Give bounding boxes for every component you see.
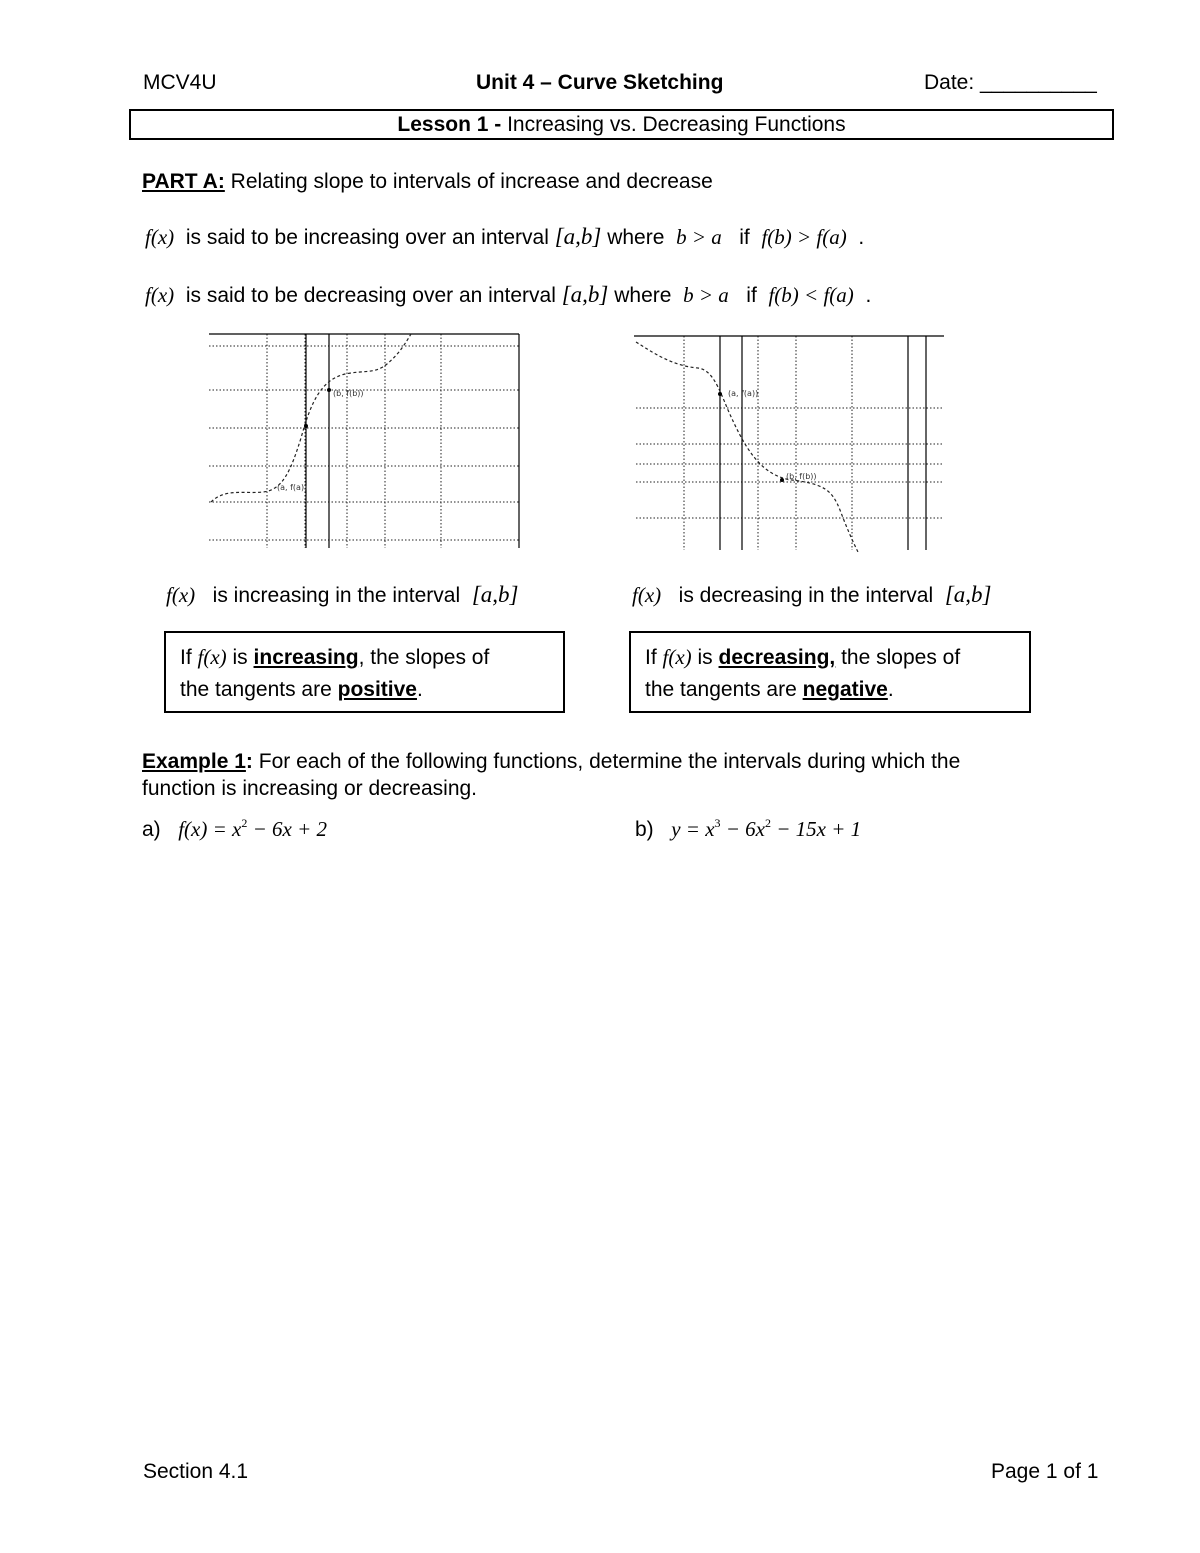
example-text: For each of the following functions, determine the intervals during which the: [252, 750, 961, 773]
period: .: [858, 226, 865, 249]
relation-math: f(b) > f(a): [761, 225, 847, 249]
exponent: 2: [765, 816, 772, 830]
example-text: function is increasing or decreasing.: [142, 777, 478, 800]
if-word: if: [739, 226, 750, 249]
graph-grid: [636, 336, 944, 550]
function-math: − 6x + 2: [247, 817, 328, 841]
decreasing-rule-box: [629, 631, 1031, 713]
point-a-label: (a, f(a)): [728, 389, 759, 398]
function-math: f(x) = x: [178, 817, 242, 841]
point-a-dot: [718, 392, 722, 396]
definition-text: is said to be increasing over an interval: [185, 226, 549, 249]
if-word: If: [645, 646, 657, 669]
graph-grid: [209, 334, 519, 548]
fx-symbol: f(x): [166, 583, 196, 607]
exponent: 2: [241, 816, 248, 830]
example-part-b: [635, 815, 861, 844]
function-math: − 15x + 1: [771, 817, 862, 841]
increasing-caption: [166, 581, 518, 610]
increasing-graph: [205, 330, 523, 552]
lesson-title: Increasing vs. Decreasing Functions: [501, 113, 846, 136]
period: .: [416, 678, 423, 701]
example-part-a: [142, 815, 327, 844]
definition-text: is said to be decreasing over an interval: [185, 284, 556, 307]
course-code: MCV4U: [143, 71, 217, 94]
rule-text: the slopes of: [835, 646, 961, 669]
fx-symbol: f(x): [197, 645, 227, 669]
point-a-dot: [304, 424, 308, 428]
point-b-dot: [327, 388, 331, 392]
decreasing-caption: [632, 581, 991, 610]
fx-symbol: f(x): [145, 283, 175, 307]
interval-symbol: [a,b]: [471, 582, 519, 607]
part-a-label: PART A:: [142, 170, 225, 193]
where-word: where: [614, 284, 672, 307]
condition-math: b > a: [676, 225, 722, 249]
part-label: b): [635, 818, 654, 841]
point-b-dot: [780, 478, 784, 482]
function-math: y = x: [671, 817, 715, 841]
decreasing-graph: [632, 330, 948, 554]
lesson-title-box: [129, 109, 1114, 140]
date-field: Date: __________: [924, 71, 1097, 94]
interval-symbol: [a,b]: [944, 582, 992, 607]
condition-math: b > a: [683, 283, 729, 307]
negative-keyword: negative: [802, 678, 888, 701]
rule-text: the tangents are: [645, 678, 797, 701]
footer-section: Section 4.1: [143, 1460, 249, 1483]
point-b-label: (b, f(b)): [333, 389, 364, 398]
point-a-label: (a, f(a)): [277, 483, 308, 492]
example-1-prompt: [142, 748, 1072, 802]
caption-text: is decreasing in the interval: [678, 584, 934, 607]
where-word: where: [607, 226, 665, 249]
lesson-number: Lesson 1 -: [397, 113, 502, 136]
caption-text: is increasing in the interval: [212, 584, 461, 607]
increasing-keyword: increasing: [253, 646, 359, 669]
decreasing-curve: [636, 342, 858, 552]
function-math: − 6x: [720, 817, 766, 841]
example-colon: :: [245, 750, 253, 773]
decreasing-keyword: decreasing,: [718, 646, 836, 669]
footer-page-number: Page 1 of 1: [991, 1460, 1099, 1483]
definition-decreasing: [145, 281, 871, 310]
part-label: a): [142, 818, 161, 841]
fx-symbol: f(x): [632, 583, 662, 607]
if-word: if: [746, 284, 757, 307]
increasing-rule-box: [164, 631, 565, 713]
interval-symbol: [a,b]: [561, 282, 609, 307]
fx-symbol: f(x): [145, 225, 175, 249]
positive-keyword: positive: [337, 678, 417, 701]
unit-title: Unit 4 – Curve Sketching: [476, 71, 724, 94]
increasing-curve: [211, 334, 411, 502]
if-word: If: [180, 646, 192, 669]
is-word: is: [232, 646, 248, 669]
fx-symbol: f(x): [662, 645, 692, 669]
exponent: 3: [714, 816, 721, 830]
part-a-heading: [142, 168, 713, 196]
is-word: is: [697, 646, 713, 669]
definition-increasing: [145, 223, 864, 252]
period: .: [887, 678, 894, 701]
relation-math: f(b) < f(a): [768, 283, 854, 307]
example-label: Example 1: [142, 750, 246, 773]
point-b-label: (b, f(b)): [786, 472, 817, 481]
interval-symbol: [a,b]: [554, 224, 602, 249]
part-a-text: Relating slope to intervals of increase and decrease: [224, 170, 713, 193]
rule-text: the tangents are: [180, 678, 332, 701]
period: .: [865, 284, 872, 307]
rule-text: , the slopes of: [358, 646, 490, 669]
